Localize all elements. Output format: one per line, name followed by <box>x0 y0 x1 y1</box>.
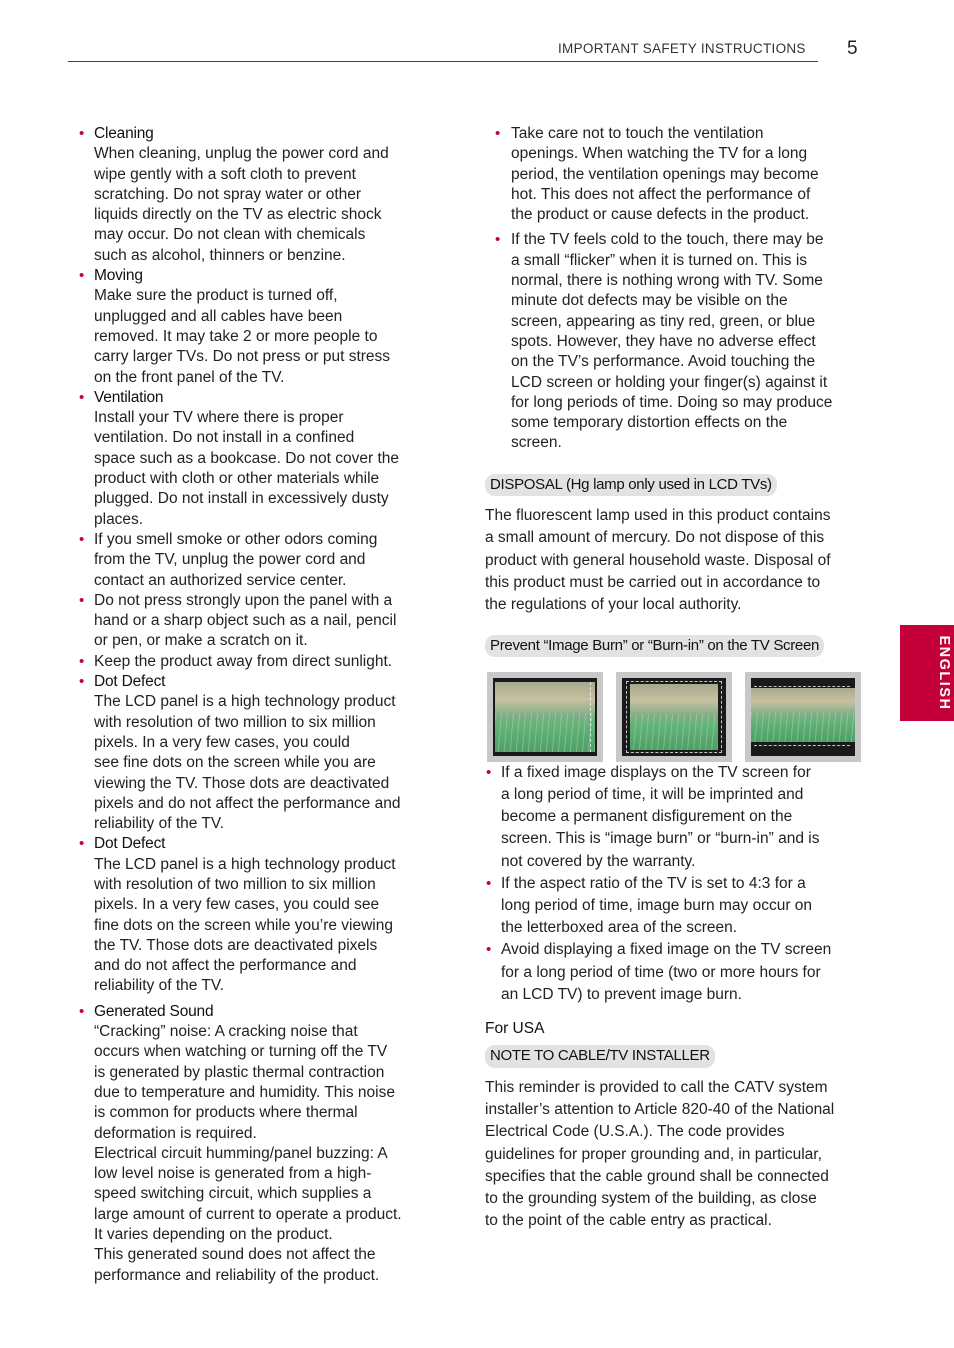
text-line: pixels. In a very few cases, you could see <box>94 896 380 914</box>
text-line: space such as a bookcase. Do not cover the <box>94 449 400 467</box>
text-line: screen. This is “image burn” or “burn-in” and is <box>501 830 820 848</box>
text-line: • If a fixed image displays on the TV screen for <box>501 763 811 781</box>
tv-image-letterbox <box>745 672 861 762</box>
item-body <box>94 408 433 530</box>
text-line: This generated sound does not affect the <box>94 1246 376 1264</box>
safety-list <box>78 124 433 1286</box>
item-title: • Generated Sound <box>94 1002 214 1020</box>
text-line: When cleaning, unplug the power cord and <box>94 145 389 163</box>
text-line: with resolution of two million to six million <box>94 875 376 893</box>
text-line: installer’s attention to Article 820-40 of the National <box>485 1100 835 1118</box>
text-line: • If the TV feels cold to the touch, there may be <box>511 231 824 249</box>
burn-in-illustrations <box>487 672 863 762</box>
ventilation-notes-list <box>485 124 863 454</box>
text-line: occurs when watching or turning off the TV <box>94 1043 388 1061</box>
text-line: to the grounding system of the building, as close <box>485 1190 817 1208</box>
text-line: plugged. Do not install in excessively dusty <box>94 490 389 508</box>
text-line: ventilation. Do not install in a confined <box>94 429 355 447</box>
text-line: Electrical circuit humming/panel buzzing: A <box>94 1144 388 1162</box>
text-line: such as alcohol, thinners or benzine. <box>94 246 346 264</box>
tv-frame <box>622 678 726 756</box>
text-line: a small amount of mercury. Do not dispose of this <box>485 529 825 547</box>
text-line: fine dots on the screen while you’re viewing <box>94 916 393 934</box>
text-line: may occur. Do not clean with chemicals <box>94 226 366 244</box>
tv-frame <box>493 678 597 756</box>
text-line: screen. <box>511 434 562 452</box>
text-line: to the point of the cable entry as practical. <box>485 1212 772 1230</box>
text-line: minute dot defects may be visible on the <box>511 292 788 310</box>
text-line: Install your TV where there is proper <box>94 409 344 427</box>
item-title: • Moving <box>94 267 143 285</box>
cable-installer-heading: NOTE TO CABLE/TV INSTALLER <box>485 1045 715 1067</box>
text-line: • Avoid displaying a fixed image on the TV screen <box>501 941 832 959</box>
text-line: large amount of current to operate a product. <box>94 1205 402 1223</box>
text-line: from the TV, unplug the power cord and <box>94 551 366 569</box>
text-line: • Keep the product away from direct sunlight. <box>94 652 393 670</box>
list-item <box>78 652 433 672</box>
text-line: The LCD panel is a high technology product <box>94 693 396 711</box>
text-line: reliability of the TV. <box>94 815 225 833</box>
text-line: hot. This does not affect the performance of <box>511 185 811 203</box>
cable-installer-text <box>485 1077 863 1233</box>
page-number: 5 <box>847 38 858 59</box>
item-title: • Cleaning <box>94 125 154 142</box>
list-item <box>485 124 863 225</box>
text-line: • If you smell smoke or other odors coming <box>94 530 378 548</box>
list-item <box>78 266 433 388</box>
list-item <box>78 672 433 834</box>
text-line: not covered by the warranty. <box>501 852 696 870</box>
text-line: period, the ventilation openings may become <box>511 165 819 183</box>
text-line: speed switching circuit, which supplies a <box>94 1185 372 1203</box>
tv-image-4-3 <box>616 672 732 762</box>
disposal-text <box>485 505 863 616</box>
list-item <box>78 388 433 530</box>
text-line: or pen, or make a scratch on it. <box>94 632 308 650</box>
text-line: this product must be carried out in accordance to <box>485 573 821 591</box>
item-body <box>94 1022 433 1286</box>
text-line: contact an authorized service center. <box>94 571 347 589</box>
text-line: a small “flicker” when it is turned on. This is <box>511 251 808 269</box>
item-body <box>94 855 433 997</box>
text-line: the product or cause defects in the product. <box>511 206 810 224</box>
text-line: guidelines for proper grounding and, in particular, <box>485 1145 822 1163</box>
text-line: some temporary distortion effects on the <box>511 414 788 432</box>
text-line: openings. When watching the TV for a long <box>511 145 808 163</box>
text-line: pixels and do not affect the performance and <box>94 794 401 812</box>
list-item <box>78 124 433 266</box>
item-title: • Dot Defect <box>94 673 166 691</box>
text-line: product with cloth or other materials while <box>94 470 380 488</box>
text-line: removed. It may take 2 or more people to <box>94 327 378 345</box>
left-column <box>78 124 433 1286</box>
text-line: is generated by plastic thermal contraction <box>94 1063 385 1081</box>
text-line: The LCD panel is a high technology product <box>94 855 396 873</box>
text-line: on the TV’s performance. Avoid touching the <box>511 353 816 371</box>
text-line: with resolution of two million to six million <box>94 713 376 731</box>
list-item <box>78 530 433 591</box>
text-line: see fine dots on the screen while you are <box>94 754 376 772</box>
text-line: carry larger TVs. Do not press or put stress <box>94 348 391 366</box>
text-line: LCD screen or holding your finger(s) against it <box>511 373 828 391</box>
text-line: the TV. Those dots are deactivated pixels <box>94 936 378 954</box>
text-line: • Do not press strongly upon the panel with a <box>94 591 393 609</box>
text-line: performance and reliability of the product. <box>94 1266 380 1284</box>
item-title: • Ventilation <box>94 388 164 406</box>
text-line: “Cracking” noise: A cracking noise that <box>94 1023 358 1041</box>
header-title: IMPORTANT SAFETY INSTRUCTIONS <box>558 41 806 56</box>
burn-in-heading: Prevent “Image Burn” or “Burn-in” on the TV Screen <box>485 635 824 657</box>
right-column <box>485 124 863 1233</box>
list-item <box>78 1002 433 1286</box>
header-divider <box>68 61 818 62</box>
text-line: long period of time, image burn may occur on <box>501 897 813 915</box>
burn-in-list <box>485 762 863 1006</box>
list-item <box>78 834 433 996</box>
text-line: scratching. Do not spray water or other <box>94 185 362 203</box>
text-line: and do not affect the performance and <box>94 957 357 975</box>
item-title: • Dot Defect <box>94 835 166 853</box>
item-body <box>94 652 433 672</box>
text-line: the letterboxed area of the screen. <box>501 919 738 937</box>
text-line: the regulations of your local authority. <box>485 596 742 614</box>
text-line: product with general household waste. Disposal of <box>485 551 831 569</box>
text-line: low level noise is generated from a high- <box>94 1165 372 1183</box>
text-line: reliability of the TV. <box>94 977 225 995</box>
text-line: It varies depending on the product. <box>94 1226 333 1244</box>
text-line: normal, there is nothing wrong with TV. Some <box>511 272 823 290</box>
text-line: become a permanent disfigurement on the <box>501 808 793 826</box>
text-line: pixels. In a very few cases, you could <box>94 733 350 751</box>
item-body <box>94 692 433 834</box>
for-usa-label: For USA <box>485 1020 545 1038</box>
text-line: This reminder is provided to call the CATV system <box>485 1078 828 1096</box>
text-line: wipe gently with a soft cloth to prevent <box>94 165 356 183</box>
text-line: deformation is required. <box>94 1124 257 1142</box>
text-line: The fluorescent lamp used in this product contains <box>485 507 831 525</box>
text-line: • If the aspect ratio of the TV is set to 4:3 for a <box>501 874 806 892</box>
text-line: specifies that the cable ground shall be connected <box>485 1167 829 1185</box>
language-tab-label: ENGLISH <box>936 635 952 711</box>
disposal-heading: DISPOSAL (Hg lamp only used in LCD TVs) <box>485 474 777 496</box>
text-line: unplugged and all cables have been <box>94 307 343 325</box>
text-line: is common for products where thermal <box>94 1104 358 1122</box>
text-line: hand or a sharp object such as a nail, pencil <box>94 612 397 630</box>
item-body <box>94 530 433 591</box>
list-item <box>485 762 863 873</box>
text-line: viewing the TV. Those dots are deactivated <box>94 774 390 792</box>
item-body <box>94 591 433 652</box>
text-line: for long periods of time. Doing so may produce <box>511 393 833 411</box>
text-line: an LCD TV) to prevent image burn. <box>501 985 742 1003</box>
text-line: on the front panel of the TV. <box>94 368 285 386</box>
text-line: Make sure the product is turned off, <box>94 287 338 305</box>
list-item <box>485 873 863 940</box>
text-line: due to temperature and humidity. This noise <box>94 1083 395 1101</box>
text-line: screen, appearing as tiny red, green, or blue <box>511 312 816 330</box>
text-line: a long period of time, it will be imprinted and <box>501 786 804 804</box>
tv-frame <box>751 678 855 756</box>
text-line: places. <box>94 510 144 528</box>
item-body <box>94 144 433 266</box>
list-item <box>485 939 863 1006</box>
tv-image-normal <box>487 672 603 762</box>
text-line: Electrical Code (U.S.A.). The code provides <box>485 1123 785 1141</box>
text-line: • Take care not to touch the ventilation <box>511 125 764 142</box>
text-line: for a long period of time (two or more hours for <box>501 963 821 981</box>
item-body <box>94 286 433 387</box>
list-item <box>485 230 863 453</box>
language-tab <box>900 625 954 721</box>
text-line: spots. However, they have no adverse effect <box>511 332 816 350</box>
text-line: liquids directly on the TV as electric shock <box>94 206 382 224</box>
list-item <box>78 591 433 652</box>
